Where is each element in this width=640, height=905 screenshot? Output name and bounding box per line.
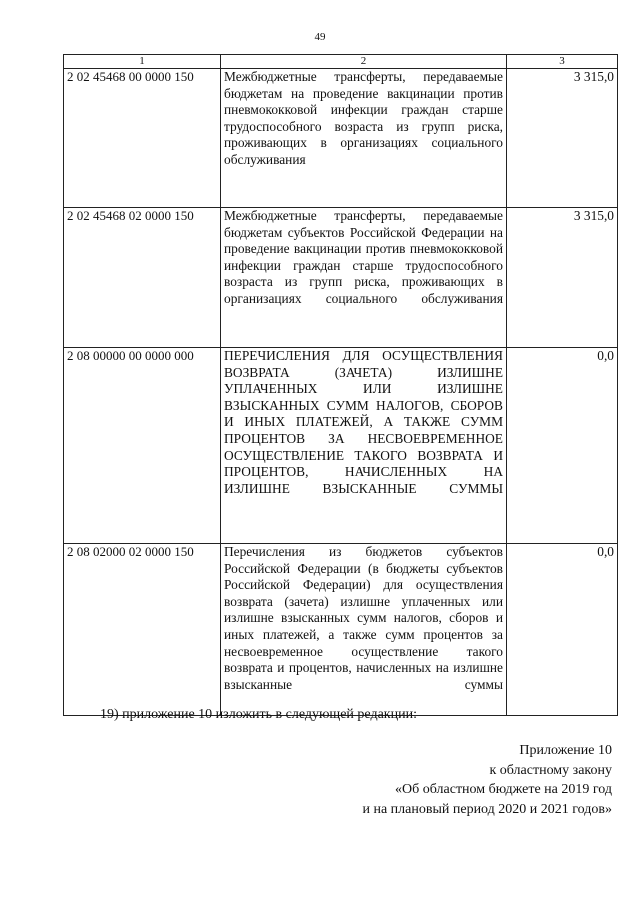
table-row bbox=[64, 348, 618, 544]
budget-code: 2 08 02000 02 0000 150 bbox=[64, 544, 221, 716]
appendix-line: «Об областном бюджете на 2019 год bbox=[395, 782, 612, 797]
column-header-2: 2 bbox=[221, 55, 507, 69]
budget-code: 2 02 45468 02 0000 150 bbox=[64, 208, 221, 348]
budget-description: Межбюджетные трансферты, передаваемые бюджетам субъектов Российской Федерации на проведение вакцинации против пневмококковой инфекции граждан старше трудоспособного возраста из групп риска, проживающих в организациях социального обслуживания bbox=[221, 208, 507, 348]
column-header-1: 1 bbox=[64, 55, 221, 69]
budget-table bbox=[63, 54, 618, 716]
budget-amount: 3 315,0 bbox=[507, 69, 618, 208]
budget-amount: 0,0 bbox=[507, 544, 618, 716]
table-header-row bbox=[64, 55, 618, 69]
budget-code: 2 02 45468 00 0000 150 bbox=[64, 69, 221, 208]
budget-code: 2 08 00000 00 0000 000 bbox=[64, 348, 221, 544]
budget-description: Межбюджетные трансферты, передаваемые бюджетам на проведение вакцинации против пневмококковой инфекции граждан старше трудоспособного возраста из групп риска, проживающих в организациях социального обслуживания bbox=[221, 69, 507, 208]
table-row bbox=[64, 69, 618, 208]
column-header-3: 3 bbox=[507, 55, 618, 69]
table-row bbox=[64, 208, 618, 348]
page-number: 49 bbox=[314, 31, 326, 43]
appendix-heading bbox=[362, 741, 612, 819]
appendix-line: Приложение 10 bbox=[519, 743, 612, 758]
appendix-line: и на плановый период 2020 и 2021 годов» bbox=[362, 801, 612, 817]
table-row bbox=[64, 544, 618, 716]
budget-description: Перечисления из бюджетов субъектов Российской Федерации (в бюджеты субъектов Российской Федерации) для осуществления возврата (зачета) излишне уплаченных или излишне взысканных сумм налогов, сборов и иных платежей, а также сумм процентов за несвоевременное осуществление такого возврата и процентов, начисленных на излишне взысканные суммы bbox=[221, 544, 507, 716]
budget-amount: 3 315,0 bbox=[507, 208, 618, 348]
budget-description: ПЕРЕЧИСЛЕНИЯ ДЛЯ ОСУЩЕСТВЛЕНИЯ ВОЗВРАТА (ЗАЧЕТА) ИЗЛИШНЕ УПЛАЧЕННЫХ ИЛИ ИЗЛИШНЕ ВЗЫСКАННЫХ СУММ НАЛОГОВ, СБОРОВ И ИНЫХ ПЛАТЕЖЕЙ, А ТАКЖЕ СУММ ПРОЦЕНТОВ ЗА НЕСВОЕВРЕМЕННОЕ ОСУЩЕСТВЛЕНИЕ ТАКОГО ВОЗВРАТА И ПРОЦЕНТОВ, НАЧИСЛЕННЫХ НА ИЗЛИШНЕ ВЗЫСКАННЫЕ СУММЫ bbox=[221, 348, 507, 544]
budget-amount: 0,0 bbox=[507, 348, 618, 544]
appendix-line: к областному закону bbox=[489, 762, 612, 778]
amendment-instruction: 19) приложение 10 изложить в следующей редакции: bbox=[100, 707, 417, 722]
